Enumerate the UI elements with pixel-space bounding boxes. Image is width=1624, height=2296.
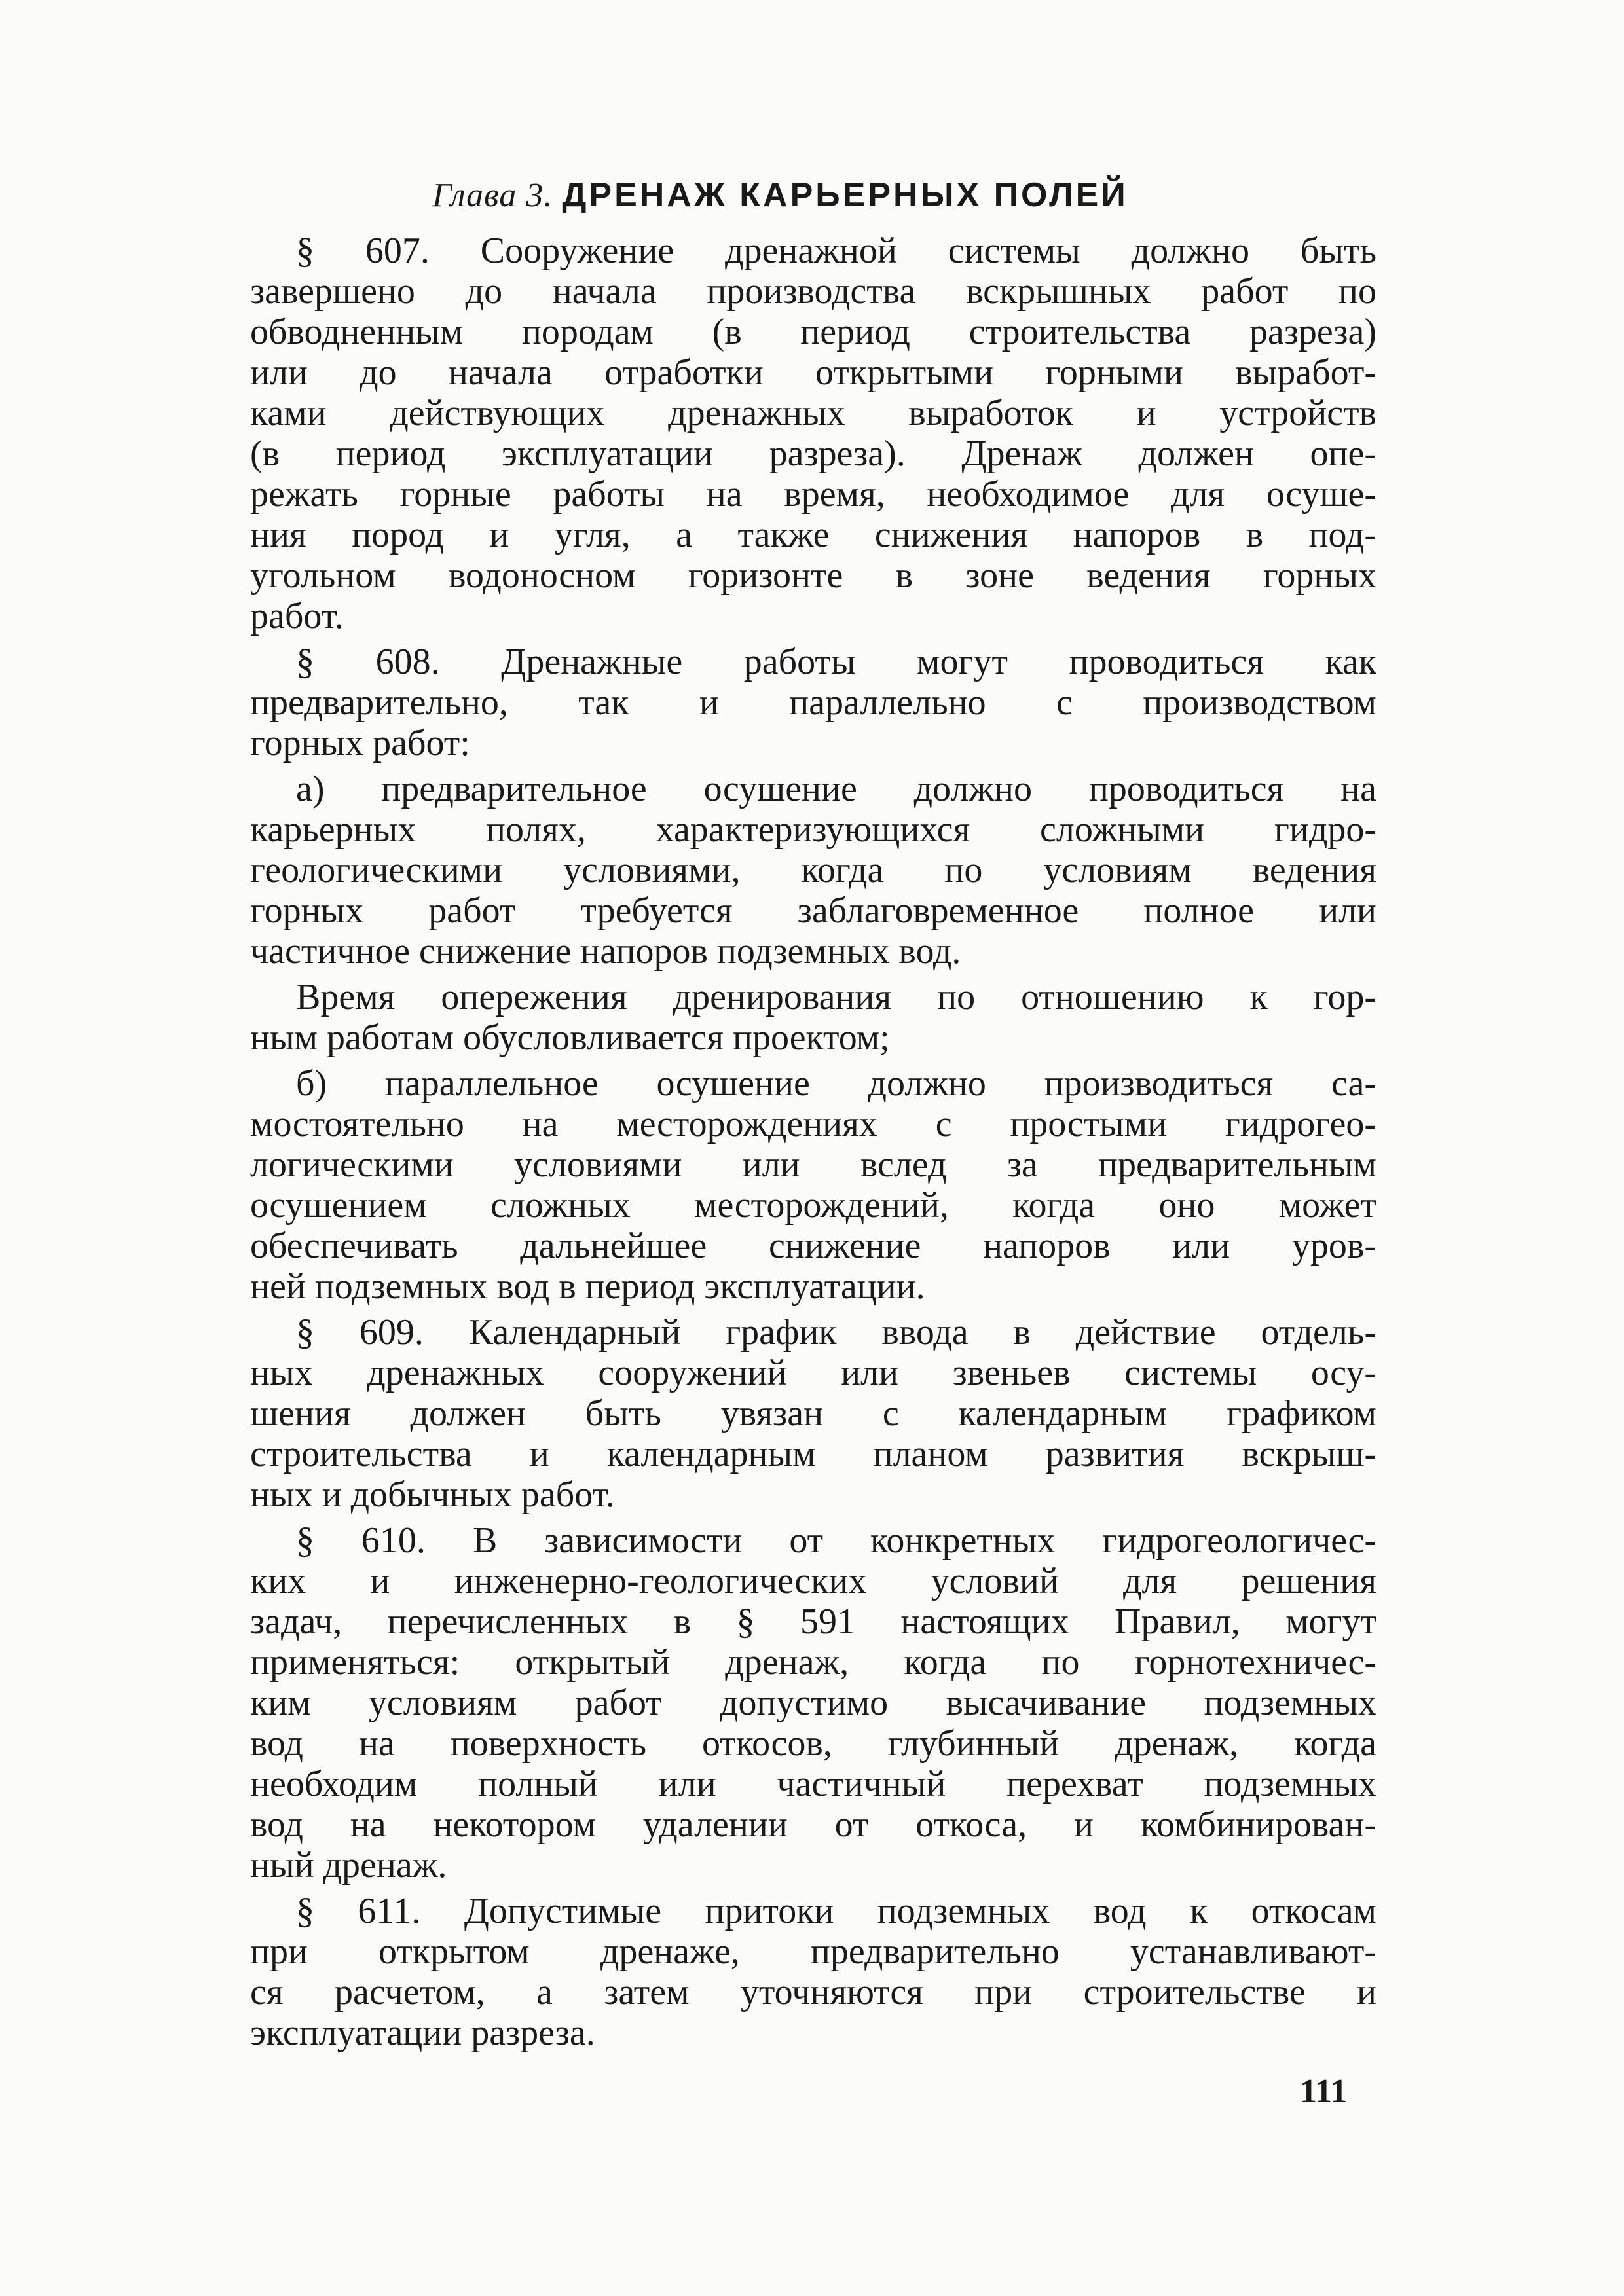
text-line: § 607. Сооружение дренажной системы должно быть — [296, 230, 1376, 271]
text-line: мостоятельно на месторождениях с простыми гидрогео- — [250, 1104, 1376, 1144]
text-line: Время опережения дренирования по отношению к гор- — [296, 977, 1376, 1017]
text-line: ней подземных вод в период эксплуатации. — [250, 1266, 925, 1307]
text-line: § 611. Допустимые притоки подземных вод к откосам — [296, 1891, 1376, 1931]
text-line: ный дренаж. — [250, 1845, 447, 1886]
text-line: завершено до начала производства вскрышных работ по — [250, 271, 1376, 312]
text-line: эксплуатации разреза. — [250, 2013, 595, 2053]
paragraph-610 — [250, 1520, 1376, 1886]
text-line: ния пород и угля, а также снижения напоров в под- — [250, 515, 1376, 555]
paragraph-608-a-time — [250, 977, 1376, 1058]
text-line: карьерных полях, характеризующихся сложными гидро- — [250, 809, 1376, 850]
text-line: горных работ требуется заблаговременное полное или — [250, 890, 1376, 931]
text-line: задач, перечисленных в § 591 настоящих Правил, могут — [250, 1601, 1376, 1642]
text-line: строительства и календарным планом развития вскрыш- — [250, 1434, 1376, 1474]
text-line: ных дренажных сооружений или звеньев системы осу- — [250, 1353, 1376, 1393]
chapter-title: ДРЕНАЖ КАРЬЕРНЫХ ПОЛЕЙ — [562, 176, 1128, 214]
text-line: вод на некотором удалении от откоса, и комбинирован- — [250, 1804, 1376, 1845]
paragraph-611 — [250, 1891, 1376, 2053]
text-line: ками действующих дренажных выработок и устройств — [250, 393, 1376, 433]
text-line: (в период эксплуатации разреза). Дренаж должен опе- — [250, 433, 1376, 474]
text-line: ных и добычных работ. — [250, 1474, 615, 1515]
page-body — [250, 230, 1376, 2053]
text-line: горных работ: — [250, 723, 470, 763]
text-line: угольном водоносном горизонте в зоне ведения горных — [250, 555, 1376, 596]
text-line: шения должен быть увязан с календарным графиком — [250, 1393, 1376, 1434]
text-line: необходим полный или частичный перехват подземных — [250, 1764, 1376, 1804]
text-line: обеспечивать дальнейшее снижение напоров или уров- — [250, 1226, 1376, 1266]
paragraph-608-a — [250, 769, 1376, 972]
paragraph-607 — [250, 230, 1376, 636]
paragraph-608-b — [250, 1063, 1376, 1307]
text-line: а) предварительное осушение должно проводиться на — [296, 769, 1376, 809]
chapter-number: Глава 3. — [432, 177, 553, 214]
text-line: логическими условиями или вслед за предварительным — [250, 1144, 1376, 1185]
text-line: ся расчетом, а затем уточняются при строительстве и — [250, 1972, 1376, 2013]
text-line: § 609. Календарный график ввода в действие отдель- — [296, 1312, 1376, 1353]
paragraph-609 — [250, 1312, 1376, 1515]
text-line: б) параллельное осушение должно производиться са- — [296, 1063, 1376, 1104]
text-line: ным работам обусловливается проектом; — [250, 1017, 890, 1058]
text-line: вод на поверхность откосов, глубинный дренаж, когда — [250, 1723, 1376, 1764]
text-line: § 610. В зависимости от конкретных гидрогеологичес- — [296, 1520, 1376, 1561]
text-line: ким условиям работ допустимо высачивание подземных — [250, 1683, 1376, 1723]
text-line: режать горные работы на время, необходимое для осуше- — [250, 474, 1376, 515]
text-line: или до начала отработки открытыми горными выработ- — [250, 352, 1376, 393]
page-number: 111 — [1300, 2073, 1348, 2110]
text-line: при открытом дренаже, предварительно устанавливают- — [250, 1931, 1376, 1972]
chapter-header — [432, 175, 1218, 215]
text-line: работ. — [250, 596, 344, 636]
text-line: геологическими условиями, когда по условиям ведения — [250, 850, 1376, 890]
text-line: предварительно, так и параллельно с производством — [250, 682, 1376, 723]
text-line: ких и инженерно-геологических условий для решения — [250, 1561, 1376, 1601]
text-line: частичное снижение напоров подземных вод. — [250, 931, 961, 972]
paragraph-608 — [250, 642, 1376, 763]
text-line: § 608. Дренажные работы могут проводиться как — [296, 642, 1376, 682]
text-line: обводненным породам (в период строительства разреза) — [250, 312, 1376, 352]
text-line: осушением сложных месторождений, когда оно может — [250, 1185, 1376, 1226]
text-line: применяться: открытый дренаж, когда по горнотехничес- — [250, 1642, 1376, 1683]
